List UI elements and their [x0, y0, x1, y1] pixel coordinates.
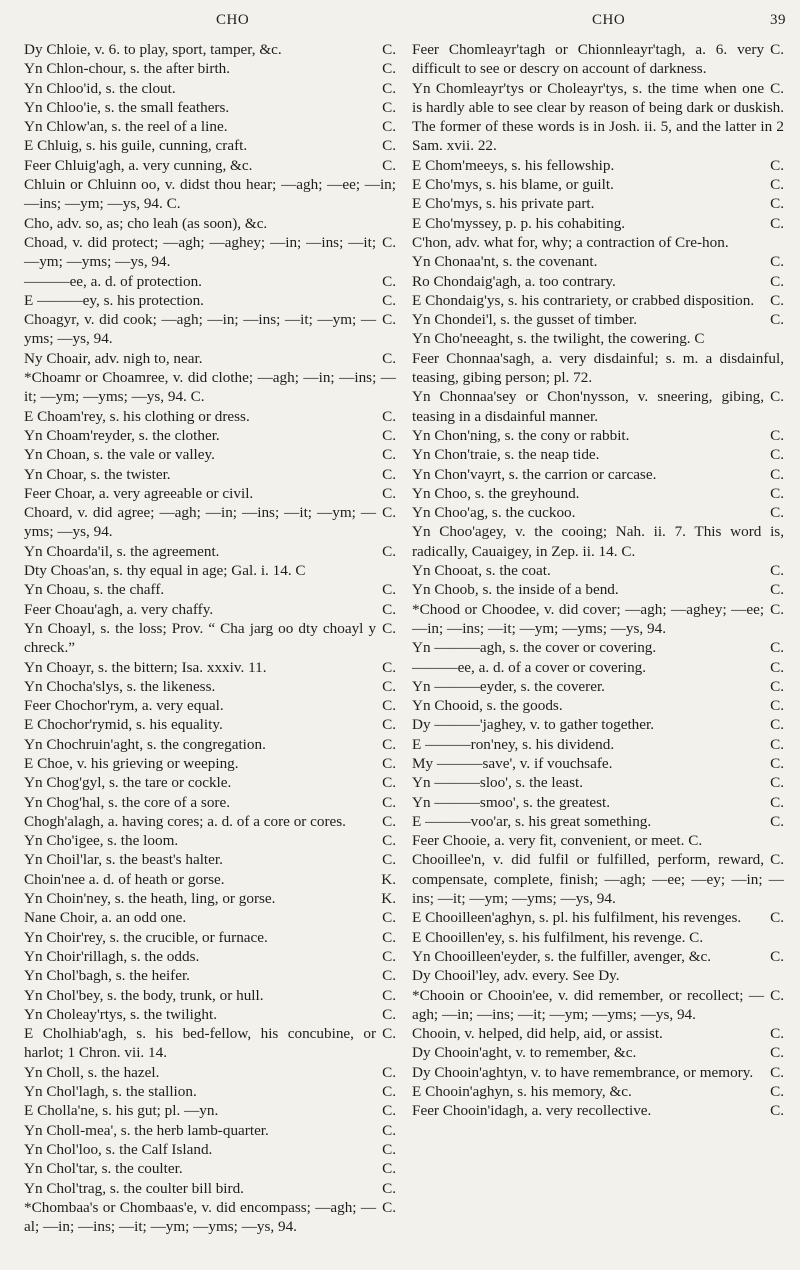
- dictionary-entry: [24, 619, 396, 658]
- dictionary-entry: [412, 850, 784, 908]
- dictionary-entry: [412, 986, 784, 1025]
- dictionary-entry: [24, 407, 396, 426]
- entry-text: *Choamr or Choamree, v. did clothe; —agh; —in; —ins; —it; —ym; —yms; —ys, 94. C.: [24, 369, 396, 406]
- entry-text: Dy Chloie, v. 6. to play, sport, tamper, &c.: [24, 41, 282, 58]
- entry-text: Yn Choo'agey, v. the cooing; Nah. ii. 7. This word is, radically, Cauaigey, in Zep. ii. 14. C.: [412, 523, 784, 560]
- entry-text: ———ee, a. d. of protection.: [24, 272, 202, 290]
- dictionary-entry: [412, 735, 784, 754]
- dictionary-entry: [412, 600, 784, 639]
- entry-text: Chooillee'n, v. did fulfil or fulfilled, perform, reward, compensate, complete, finish; —agh; —ee; —ey; —in; —ins; —it; —ym; —yms; —ys, 94.: [412, 851, 784, 908]
- source-mark: C.: [382, 311, 396, 329]
- dictionary-entry: [24, 368, 396, 407]
- source-mark: C.: [770, 156, 784, 174]
- source-mark: C.: [770, 562, 784, 580]
- entry-text: Feer Chonnaa'sagh, a. very disdainful; s. m. a disdainful, teasing, gibing person; pl. 72.: [412, 349, 784, 387]
- entry-text: Feer Chooin'idagh, a. very recollective.: [412, 1102, 652, 1120]
- entry-text: Yn Chlon-chour, s. the after birth.: [24, 60, 231, 78]
- dictionary-entry: [24, 1005, 396, 1024]
- dictionary-entry: [24, 754, 396, 773]
- entry-text: Cho, adv. so, as; cho leah (as soon), &c.: [24, 214, 268, 232]
- source-mark: C.: [382, 1025, 396, 1043]
- source-mark: C.: [770, 214, 784, 232]
- dictionary-entry: [412, 194, 784, 213]
- entry-text: Yn Chooid, s. the goods.: [412, 697, 563, 715]
- entry-text: Yn Choll-mea', s. the herb lamb-quarter.: [24, 1121, 269, 1139]
- source-mark: C.: [770, 311, 784, 329]
- source-mark: C.: [382, 1063, 396, 1081]
- source-mark: C.: [770, 253, 784, 271]
- source-mark: C.: [770, 735, 784, 753]
- source-mark: C.: [382, 465, 396, 483]
- source-mark: C.: [770, 851, 784, 869]
- entry-text: Feer Chooie, a. very fit, convenient, or meet. C.: [412, 832, 703, 850]
- entry-text: Yn ———smoo', s. the greatest.: [412, 793, 611, 811]
- dictionary-entry: [24, 715, 396, 734]
- source-mark: C.: [382, 986, 396, 1004]
- entry-text: Dty Choas'an, s. thy equal in age; Gal. i. 14. C: [24, 562, 306, 580]
- entry-text: Yn Choir'rey, s. the crucible, or furnace.: [24, 928, 268, 946]
- dictionary-entry: [24, 291, 396, 310]
- source-mark: C.: [770, 986, 784, 1004]
- entry-text: Yn Choau, s. the chaff.: [24, 581, 165, 599]
- dictionary-entry: [412, 773, 784, 792]
- dictionary-entry: [412, 928, 784, 947]
- source-mark: C.: [382, 1160, 396, 1178]
- entry-text: Yn Chondei'l, s. the gusset of timber.: [412, 311, 638, 329]
- source-mark: C.: [382, 1121, 396, 1139]
- source-mark: C.: [382, 1179, 396, 1197]
- entry-text: ———ee, a. d. of a cover or covering.: [412, 658, 647, 676]
- dictionary-entry: [24, 465, 396, 484]
- source-mark: C.: [382, 60, 396, 78]
- dictionary-entry: [24, 233, 396, 272]
- dictionary-entry: [24, 98, 396, 117]
- source-mark: C.: [770, 947, 784, 965]
- entry-text: E Cho'myssey, p. p. his cohabiting.: [412, 214, 626, 232]
- entry-text: Dy ———'jaghey, v. to gather together.: [412, 716, 655, 734]
- left-column: [24, 40, 396, 1236]
- dictionary-entry: [412, 1101, 784, 1120]
- source-mark: C.: [382, 233, 396, 251]
- entry-text: Yn Chog'gyl, s. the tare or cockle.: [24, 774, 232, 792]
- dictionary-entry: [24, 947, 396, 966]
- entry-text: E Chondaig'ys, s. his contrariety, or crabbed disposition.: [412, 291, 755, 309]
- entry-text: Nane Choir, a. an odd one.: [24, 909, 187, 927]
- dictionary-entry: [412, 908, 784, 927]
- dictionary-entry: [24, 484, 396, 503]
- source-mark: C.: [770, 272, 784, 290]
- dictionary-entry: [412, 1024, 784, 1043]
- source-mark: C.: [382, 1005, 396, 1023]
- entry-text: E Cho'mys, s. his blame, or guilt.: [412, 176, 614, 194]
- source-mark: C.: [382, 156, 396, 174]
- entry-text: E ———ron'ney, s. his dividend.: [412, 735, 615, 753]
- source-mark: C.: [770, 41, 784, 58]
- entry-text: Yn Chomleayr'tys or Choleayr'tys, s. the time when one is hardly able to see clear by reason of being dark or duskish. The former of these words is in Josh. ii. 5, and the latter in 2 Sam. xvii. 22.: [412, 79, 784, 155]
- entry-text: Ny Choair, adv. nigh to, near.: [24, 349, 203, 367]
- source-mark: C.: [382, 79, 396, 97]
- entry-text: Dy Chooil'ley, adv. every. See Dy.: [412, 967, 620, 985]
- source-mark: C.: [770, 484, 784, 502]
- entry-text: E Choe, v. his grieving or weeping.: [24, 754, 239, 772]
- entry-text: Choard, v. did agree; —agh; —in; —ins; —it; —ym; —yms; —ys, 94.: [24, 504, 377, 541]
- dictionary-entry: [24, 696, 396, 715]
- dictionary-entry: [412, 503, 784, 522]
- source-mark: C.: [770, 697, 784, 715]
- source-mark: C.: [382, 793, 396, 811]
- source-mark: C.: [770, 79, 784, 97]
- entry-text: *Chood or Choodee, v. did cover; —agh; —aghey; —ee; —in; —ins; —it; —ym; —yms; —ys, 94.: [412, 600, 765, 637]
- source-mark: C.: [382, 967, 396, 985]
- source-mark: C.: [770, 639, 784, 657]
- dictionary-entry: [24, 310, 396, 349]
- dictionary-entry: [24, 59, 396, 78]
- source-mark: C.: [382, 41, 396, 58]
- dictionary-entry: [412, 696, 784, 715]
- source-mark: C.: [770, 1025, 784, 1043]
- dictionary-entry: [412, 1063, 784, 1082]
- source-mark: C.: [382, 677, 396, 695]
- source-mark: C.: [770, 195, 784, 213]
- dictionary-entry: [24, 870, 396, 889]
- entry-text: Yn Chol'loo, s. the Calf Island.: [24, 1140, 213, 1158]
- entry-text: *Chombaa's or Chombaas'e, v. did encompass; —agh; —al; —in; —ins; —it; —ym; —yms; —ys, 94.: [24, 1198, 377, 1236]
- source-mark: C.: [382, 1083, 396, 1101]
- dictionary-entry: [24, 966, 396, 985]
- source-mark: C.: [770, 446, 784, 464]
- source-mark: K.: [381, 890, 396, 908]
- dictionary-entry: [412, 561, 784, 580]
- dictionary-entry: [412, 677, 784, 696]
- entry-text: Yn Choob, s. the inside of a bend.: [412, 581, 619, 599]
- source-mark: C.: [770, 581, 784, 599]
- entry-text: Ro Chondaig'agh, a. too contrary.: [412, 272, 616, 290]
- entry-text: Feer Chluig'agh, a. very cunning, &c.: [24, 156, 253, 174]
- entry-text: Feer Choar, a. very agreeable or civil.: [24, 484, 254, 502]
- source-mark: C.: [770, 909, 784, 927]
- source-mark: C.: [382, 542, 396, 560]
- dictionary-entry: [24, 1063, 396, 1082]
- entry-text: Yn Chooat, s. the coat.: [412, 562, 551, 580]
- dictionary-entry: [24, 1101, 396, 1120]
- entry-text: Yn Chochruin'aght, s. the congregation.: [24, 735, 266, 753]
- entry-text: Yn ———sloo', s. the least.: [412, 774, 584, 792]
- entry-text: Yn Chol'bagh, s. the heifer.: [24, 967, 190, 985]
- source-mark: C.: [382, 504, 396, 522]
- dictionary-entry: [412, 966, 784, 985]
- entry-text: Yn Cho'igee, s. the loom.: [24, 832, 179, 850]
- source-mark: C.: [382, 832, 396, 850]
- source-mark: C.: [382, 754, 396, 772]
- dictionary-entry: [412, 310, 784, 329]
- entry-text: E Cholhiab'agh, s. his bed-fellow, his concubine, or harlot; 1 Chron. vii. 14.: [24, 1025, 377, 1062]
- source-mark: C.: [382, 484, 396, 502]
- source-mark: C.: [382, 735, 396, 753]
- source-mark: C.: [770, 291, 784, 309]
- source-mark: C.: [382, 407, 396, 425]
- source-mark: C.: [770, 754, 784, 772]
- entry-text: Yn Choin'ney, s. the heath, ling, or gorse.: [24, 890, 276, 908]
- entry-text: E ———voo'ar, s. his great something.: [412, 812, 652, 830]
- dictionary-entry: [412, 252, 784, 271]
- entry-text: Choin'nee a. d. of heath or gorse.: [24, 870, 225, 888]
- dictionary-entry: [412, 658, 784, 677]
- source-mark: C.: [382, 272, 396, 290]
- entry-text: Yn Choan, s. the vale or valley.: [24, 446, 215, 464]
- entry-text: Chluin or Chluinn oo, v. didst thou hear; —agh; —ee; —in; —ins; —ym; —ys, 94. C.: [24, 176, 396, 213]
- dictionary-entry: [24, 889, 396, 908]
- entry-text: E Chochor'rymid, s. his equality.: [24, 716, 223, 734]
- entry-text: E Chooillen'ey, s. his fulfilment, his revenge. C.: [412, 928, 704, 946]
- entry-text: Yn Chol'bey, s. the body, trunk, or hull.: [24, 986, 264, 1004]
- entry-text: E Chooin'aghyn, s. his memory, &c.: [412, 1083, 632, 1101]
- entry-text: Yn ———agh, s. the cover or covering.: [412, 639, 657, 657]
- source-mark: C.: [770, 812, 784, 830]
- entry-text: Yn Chon'vayrt, s. the carrion or carcase.: [412, 465, 657, 483]
- dictionary-entry: [412, 387, 784, 426]
- source-mark: C.: [770, 677, 784, 695]
- entry-text: Yn Chocha'slys, s. the likeness.: [24, 677, 216, 695]
- dictionary-entry: [24, 503, 396, 542]
- entry-text: Chooin, v. helped, did help, aid, or assist.: [412, 1025, 663, 1043]
- dictionary-entry: [412, 484, 784, 503]
- dictionary-entry: [24, 850, 396, 869]
- source-mark: C.: [382, 774, 396, 792]
- entry-text: E Choam'rey, s. his clothing or dress.: [24, 407, 250, 425]
- entry-text: Yn Chonaa'nt, s. the covenant.: [412, 253, 598, 271]
- source-mark: C.: [770, 600, 784, 618]
- source-mark: C.: [770, 1063, 784, 1081]
- entry-text: Choagyr, v. did cook; —agh; —in; —ins; —it; —ym; —yms; —ys, 94.: [24, 311, 377, 348]
- entry-text: E Cholla'ne, s. his gut; pl. —yn.: [24, 1102, 219, 1120]
- dictionary-entry: [24, 677, 396, 696]
- dictionary-entry: [412, 947, 784, 966]
- entry-text: Choad, v. did protect; —agh; —aghey; —in; —ins; —it; —ym; —yms; —ys, 94.: [24, 233, 377, 271]
- source-mark: C.: [382, 1198, 396, 1216]
- source-mark: C.: [770, 1044, 784, 1062]
- dictionary-entry: [24, 908, 396, 927]
- dictionary-entry: [24, 1140, 396, 1159]
- entry-text: Yn Choir'rillagh, s. the odds.: [24, 947, 200, 965]
- entry-text: Yn Chooilleen'eyder, s. the fulfiller, avenger, &c.: [412, 947, 712, 965]
- dictionary-entry: [24, 40, 396, 59]
- entry-text: Yn Choo, s. the greyhound.: [412, 484, 580, 502]
- dictionary-entry: [24, 986, 396, 1005]
- entry-text: Yn Chol'trag, s. the coulter bill bird.: [24, 1179, 244, 1197]
- dictionary-entry: [24, 542, 396, 561]
- source-mark: C.: [382, 909, 396, 927]
- source-mark: C.: [382, 98, 396, 116]
- entry-text: Yn Choil'lar, s. the beast's halter.: [24, 851, 223, 869]
- entry-text: Yn Chon'traie, s. the neap tide.: [412, 446, 600, 464]
- entry-text: Yn Chon'ning, s. the cony or rabbit.: [412, 426, 630, 444]
- running-head-right: CHO: [592, 12, 626, 28]
- dictionary-entry: [412, 233, 784, 252]
- entry-text: E Chooilleen'aghyn, s. pl. his fulfilment, his revenges.: [412, 909, 742, 927]
- entry-text: Yn Chol'tar, s. the coulter.: [24, 1160, 183, 1178]
- dictionary-entry: [412, 754, 784, 773]
- dictionary-entry: [24, 773, 396, 792]
- source-mark: C.: [382, 658, 396, 676]
- source-mark: C.: [770, 1102, 784, 1120]
- dictionary-entry: [412, 445, 784, 464]
- dictionary-entry: [24, 928, 396, 947]
- entry-text: Yn ———eyder, s. the coverer.: [412, 677, 605, 695]
- source-mark: C.: [382, 716, 396, 734]
- entry-text: E Chom'meeys, s. his fellowship.: [412, 156, 615, 174]
- dictionary-entry: [24, 79, 396, 98]
- dictionary-entry: [412, 214, 784, 233]
- dictionary-entry: [412, 580, 784, 599]
- entry-text: Yn Chol'lagh, s. the stallion.: [24, 1083, 197, 1101]
- dictionary-entry: [24, 175, 396, 214]
- source-mark: C.: [382, 697, 396, 715]
- source-mark: C.: [770, 504, 784, 522]
- entry-text: My ———save', v. if vouchsafe.: [412, 754, 613, 772]
- dictionary-entry: [24, 658, 396, 677]
- source-mark: C.: [382, 349, 396, 367]
- dictionary-entry: [412, 175, 784, 194]
- source-mark: C.: [382, 1102, 396, 1120]
- source-mark: C.: [382, 581, 396, 599]
- source-mark: C.: [382, 1140, 396, 1158]
- dictionary-entry: [24, 214, 396, 233]
- entry-text: Yn Chloo'id, s. the clout.: [24, 79, 176, 97]
- dictionary-entry: [412, 1043, 784, 1062]
- entry-text: Yn Choo'ag, s. the cuckoo.: [412, 504, 576, 522]
- dictionary-entry: [24, 349, 396, 368]
- entry-text: Dy Chooin'aghtyn, v. to have remembrance, or memory.: [412, 1063, 754, 1081]
- dictionary-entry: [24, 1121, 396, 1140]
- entry-text: E Cho'mys, s. his private part.: [412, 195, 595, 213]
- dictionary-entry: [24, 1179, 396, 1198]
- dictionary-entry: [412, 272, 784, 291]
- entry-text: Yn Choll, s. the hazel.: [24, 1063, 160, 1081]
- entry-text: Feer Chochor'rym, a. very equal.: [24, 697, 224, 715]
- running-head-left: CHO: [216, 12, 250, 28]
- dictionary-entry: [24, 735, 396, 754]
- source-mark: C.: [382, 619, 396, 637]
- dictionary-entry: [412, 1082, 784, 1101]
- entry-text: Yn Choayr, s. the bittern; Isa. xxxiv. 11.: [24, 658, 267, 676]
- source-mark: C.: [770, 426, 784, 444]
- entry-text: Yn Chog'hal, s. the core of a sore.: [24, 793, 231, 811]
- dictionary-entry: [24, 272, 396, 291]
- entry-text: C'hon, adv. what for, why; a contraction of Cre-hon.: [412, 233, 729, 251]
- entry-text: Yn Choarda'il, s. the agreement.: [24, 542, 220, 560]
- source-mark: C.: [382, 426, 396, 444]
- source-mark: C.: [382, 291, 396, 309]
- entry-text: Feer Chomleayr'tagh or Chionnleayr'tagh, a. 6. very difficult to see or descry on account of darkness.: [412, 41, 765, 78]
- entry-text: Yn Choam'reyder, s. the clother.: [24, 426, 220, 444]
- dictionary-entry: [24, 812, 396, 831]
- page-header: [0, 0, 800, 40]
- source-mark: C.: [770, 793, 784, 811]
- source-mark: C.: [770, 176, 784, 194]
- source-mark: C.: [382, 118, 396, 136]
- entry-text: Feer Choau'agh, a. very chaffy.: [24, 600, 214, 618]
- source-mark: C.: [382, 851, 396, 869]
- source-mark: C.: [382, 600, 396, 618]
- dictionary-entry: [412, 793, 784, 812]
- source-mark: C.: [382, 812, 396, 830]
- dictionary-entry: [412, 349, 784, 388]
- source-mark: C.: [770, 716, 784, 734]
- dictionary-entry: [412, 522, 784, 561]
- entry-text: Chogh'alagh, a. having cores; a. d. of a core or cores.: [24, 812, 346, 830]
- source-mark: C.: [770, 465, 784, 483]
- dictionary-entry: [412, 831, 784, 850]
- dictionary-entry: [24, 136, 396, 155]
- source-mark: C.: [770, 388, 784, 406]
- right-column: [412, 40, 784, 1121]
- entry-text: Yn Cho'neeaght, s. the twilight, the cowering. C: [412, 330, 705, 348]
- source-mark: C.: [770, 774, 784, 792]
- entry-text: *Chooin or Chooin'ee, v. did remember, or recollect; —agh; —in; —ins; —it; —ym; —yms; —ys, 94.: [412, 986, 765, 1023]
- entry-text: Yn Choayl, s. the loss; Prov. “ Cha jarg oo dty choayl y chreck.”: [24, 619, 377, 657]
- dictionary-entry: [24, 445, 396, 464]
- entry-text: Yn Chlow'an, s. the reel of a line.: [24, 118, 228, 136]
- source-mark: C.: [770, 1083, 784, 1101]
- entry-text: Yn Choleay'rtys, s. the twilight.: [24, 1005, 217, 1023]
- dictionary-entry: [24, 156, 396, 175]
- dictionary-entry: [24, 831, 396, 850]
- dictionary-entry: [412, 812, 784, 831]
- dictionary-entry: [24, 117, 396, 136]
- dictionary-entry: [24, 1159, 396, 1178]
- dictionary-entry: [24, 1024, 396, 1063]
- entry-text: Yn Choar, s. the twister.: [24, 465, 171, 483]
- dictionary-entry: [24, 793, 396, 812]
- entry-text: E Chluig, s. his guile, cunning, craft.: [24, 137, 248, 155]
- dictionary-entry: [24, 561, 396, 580]
- source-mark: C.: [382, 947, 396, 965]
- dictionary-entry: [412, 79, 784, 156]
- entry-text: E ———ey, s. his protection.: [24, 291, 204, 309]
- page-number: 39: [770, 12, 786, 28]
- dictionary-entry: [24, 600, 396, 619]
- dictionary-entry: [24, 1198, 396, 1237]
- source-mark: C.: [382, 137, 396, 155]
- dictionary-entry: [24, 426, 396, 445]
- dictionary-entry: [24, 1082, 396, 1101]
- dictionary-entry: [412, 40, 784, 79]
- dictionary-entry: [412, 291, 784, 310]
- dictionary-entry: [412, 638, 784, 657]
- entry-text: Yn Chonnaa'sey or Chon'nysson, v. sneering, gibing, teasing in a disdainful manner.: [412, 388, 765, 425]
- source-mark: C.: [382, 446, 396, 464]
- dictionary-entry: [412, 426, 784, 445]
- entry-text: Dy Chooin'aght, v. to remember, &c.: [412, 1044, 637, 1062]
- entry-text: Yn Chloo'ie, s. the small feathers.: [24, 98, 230, 116]
- dictionary-entry: [412, 156, 784, 175]
- dictionary-entry: [412, 329, 784, 348]
- source-mark: C.: [382, 928, 396, 946]
- source-mark: K.: [381, 870, 396, 888]
- source-mark: C.: [770, 658, 784, 676]
- dictionary-entry: [412, 715, 784, 734]
- dictionary-entry: [412, 465, 784, 484]
- dictionary-entry: [24, 580, 396, 599]
